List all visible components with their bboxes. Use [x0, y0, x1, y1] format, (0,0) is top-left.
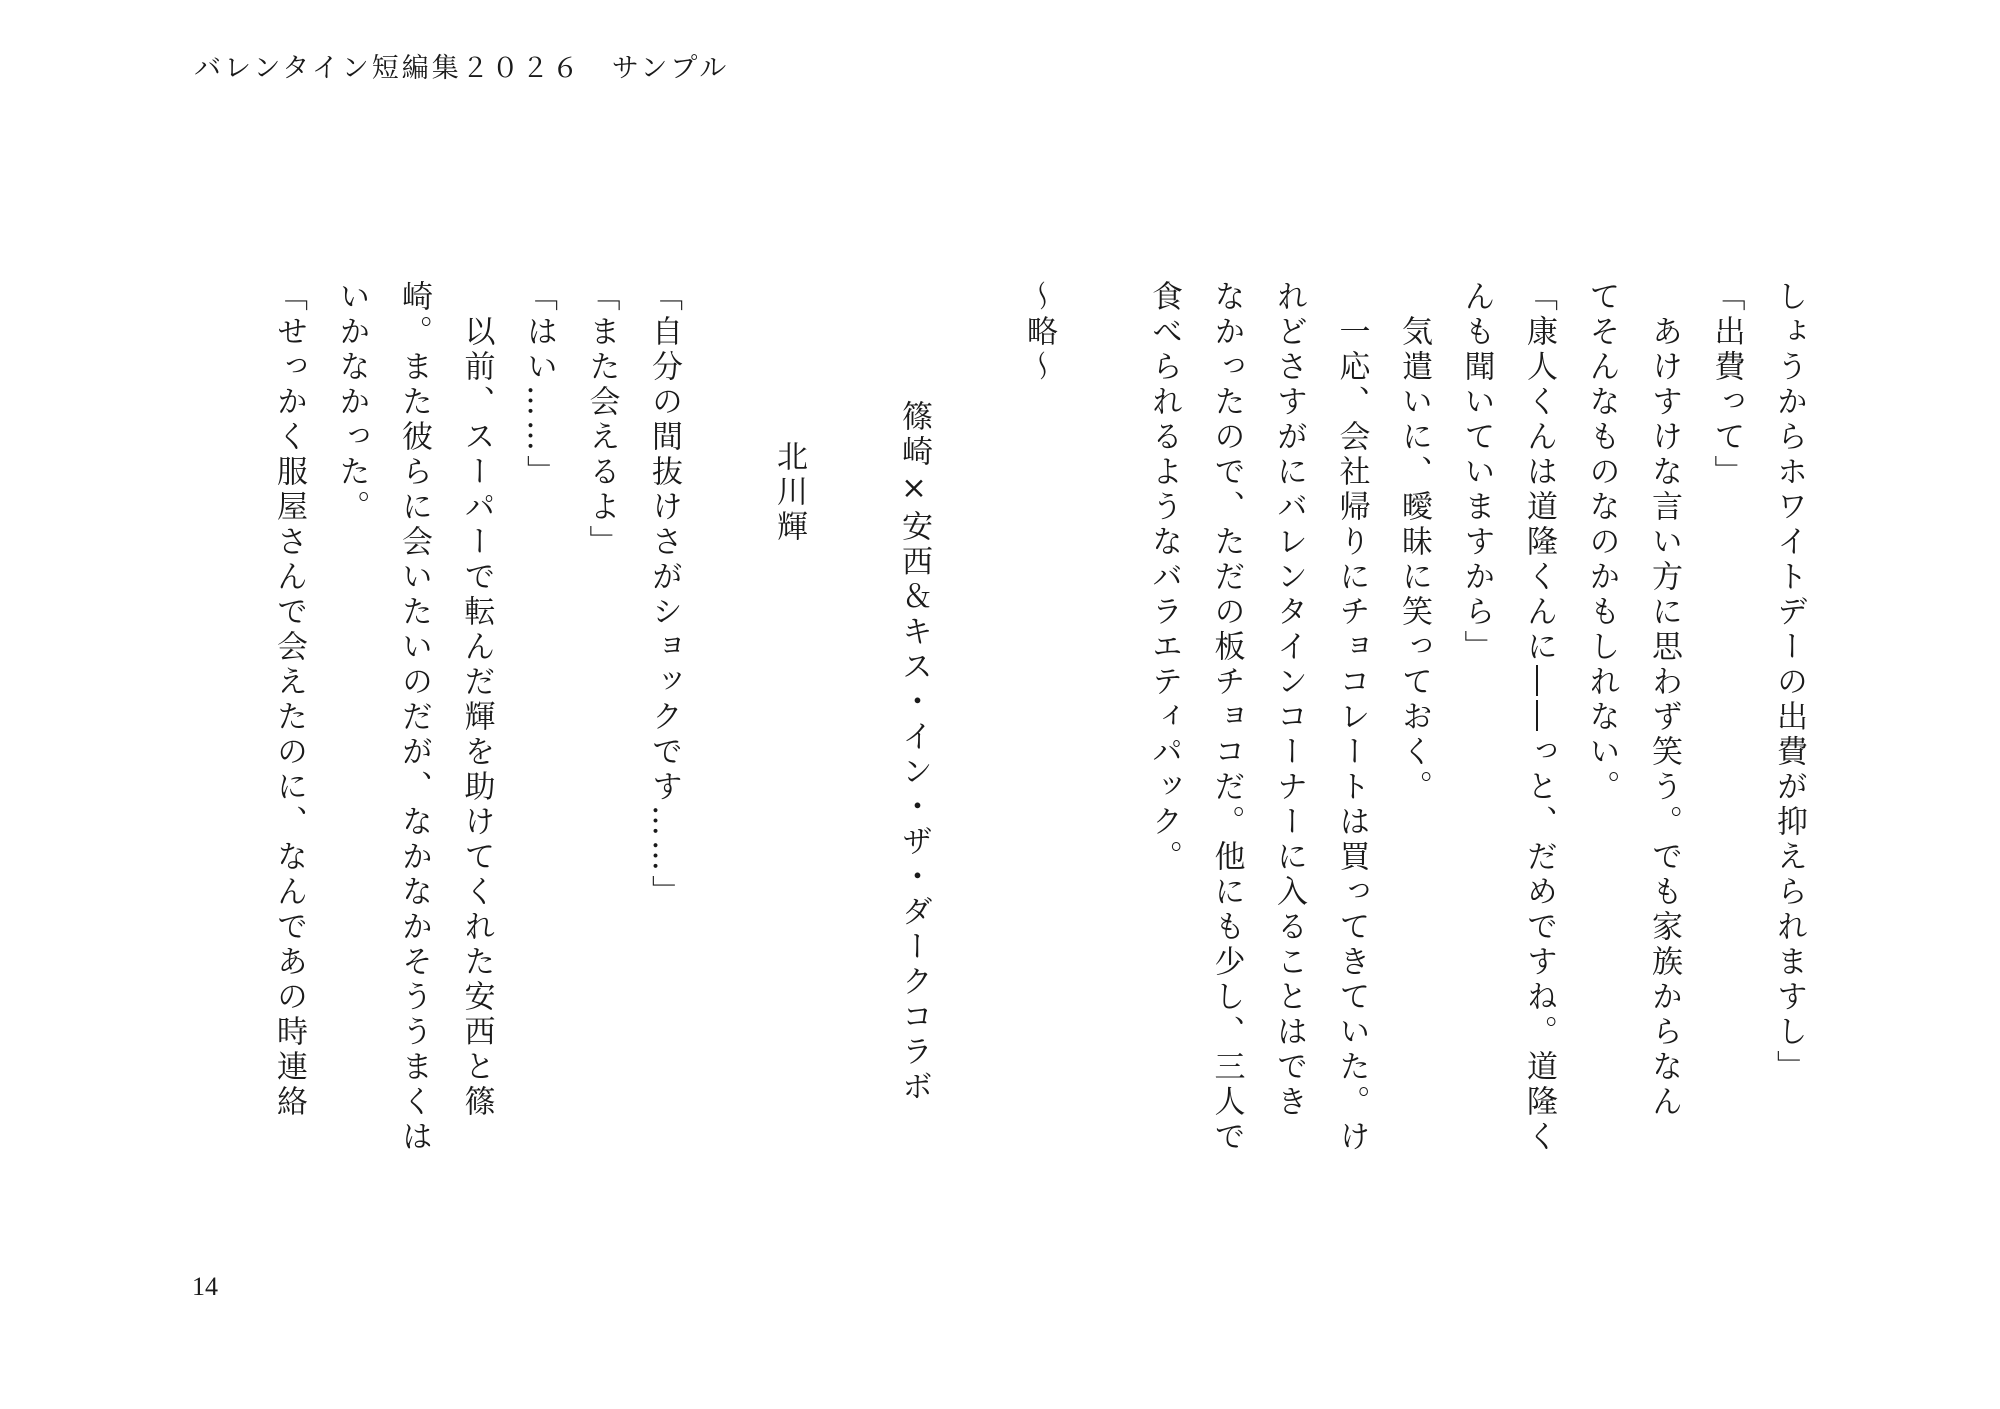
text-line: 崎。また彼らに会いたいのだが、なかなかそううまくは	[396, 280, 432, 1155]
vertical-body-text	[230, 280, 1820, 1160]
text-line: 食べられるようなバラエティパック。	[1146, 280, 1182, 875]
page-number: 14	[192, 1272, 218, 1301]
text-line: 「はい……」	[521, 280, 557, 490]
text-line: 「また会えるよ」	[583, 280, 620, 560]
running-header: バレンタイン短編集２０２６ サンプル	[194, 53, 730, 84]
story-author: 北川輝	[771, 440, 807, 545]
omitted-marker: ～略～	[1021, 280, 1057, 385]
text-line: あけすけな言い方に思わず笑う。でも家族からなん	[1646, 280, 1682, 1120]
text-line: 「康人くんは道隆くんに――っと、だめですね。道隆く	[1521, 280, 1557, 1155]
text-line: んも聞いていますから」	[1458, 280, 1495, 665]
text-line: いかなかった。	[333, 280, 370, 525]
text-line: 一応、会社帰りにチョコレートは買ってきていた。け	[1333, 280, 1370, 1155]
text-line: 気遣いに、曖昧に笑っておく。	[1396, 280, 1432, 805]
text-line: 「自分の間抜けさがショックです……」	[646, 280, 682, 910]
text-line: しょうからホワイトデーの出費が抑えられますし」	[1771, 280, 1807, 1085]
text-line: なかったので、ただの板チョコだ。他にも少し、三人で	[1208, 280, 1245, 1155]
text-line: れどさすがにバレンタインコーナーに入ることはでき	[1271, 280, 1307, 1120]
text-line: 「出費って」	[1708, 280, 1745, 490]
text-line: 以前、スーパーで転んだ輝を助けてくれた安西と篠	[458, 280, 495, 1120]
text-line: 「せっかく服屋さんで会えたのに、なんであの時連絡	[271, 280, 307, 1120]
text-line: てそんなものなのかもしれない。	[1583, 280, 1620, 805]
story-title: 篠崎×安西＆キス・イン・ザ・ダークコラボ	[896, 400, 932, 1105]
